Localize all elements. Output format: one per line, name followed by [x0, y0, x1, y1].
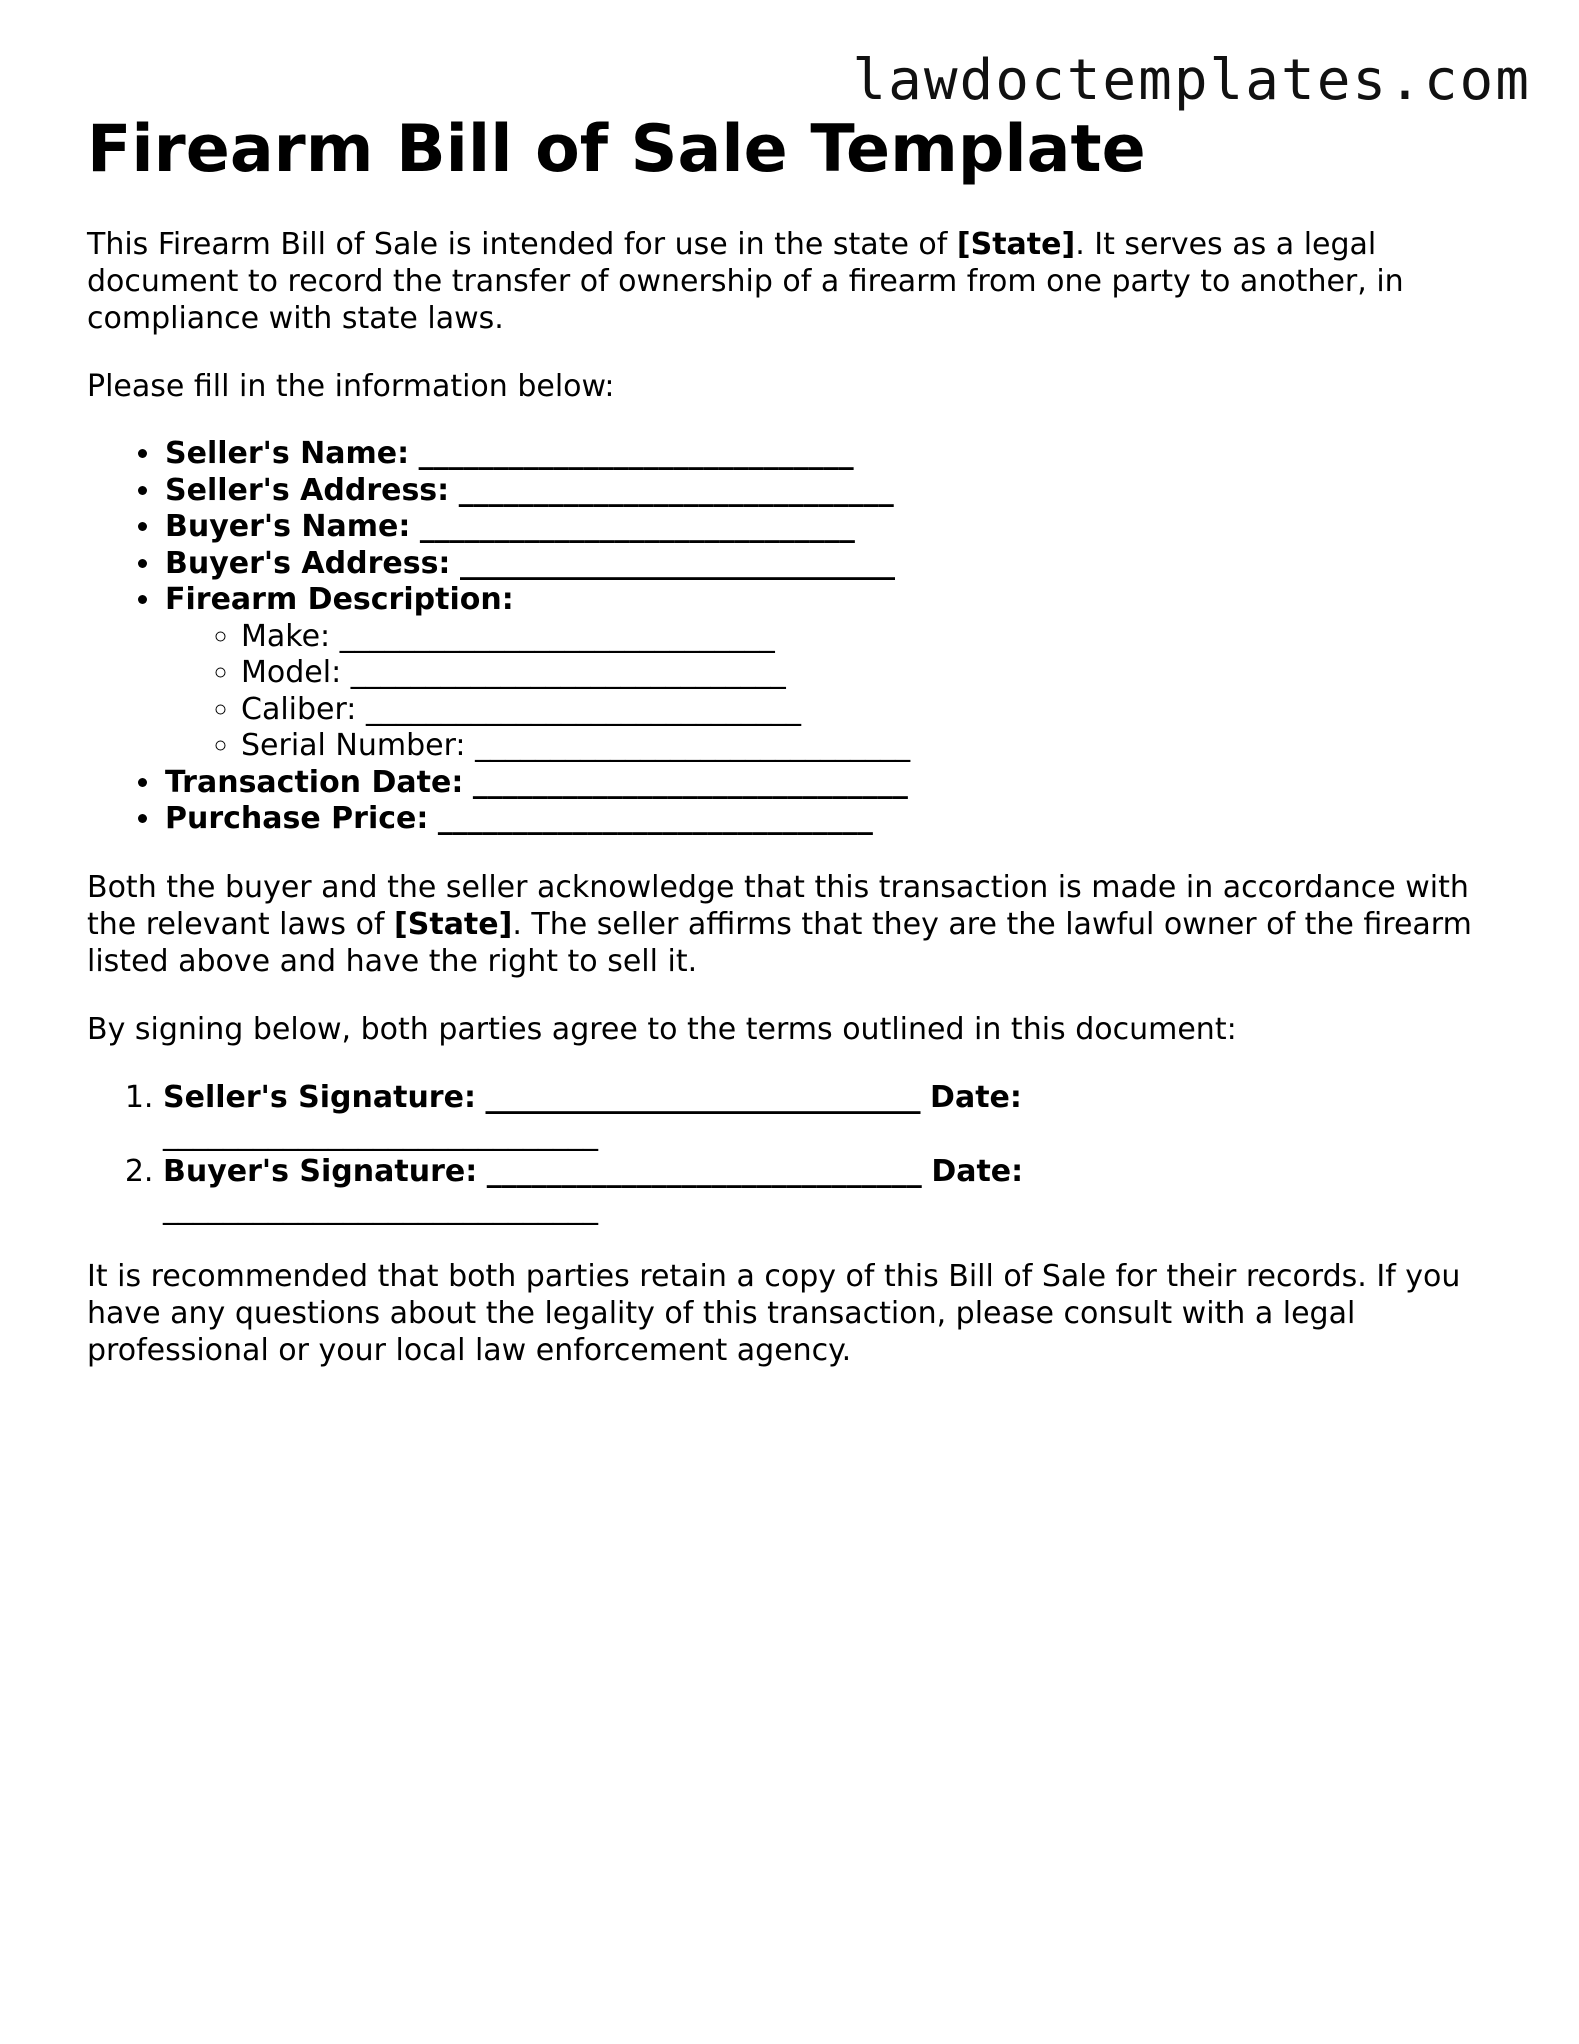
field-label: Seller's Address: [165, 472, 450, 508]
ack-text-start: Both the buyer and the seller acknowledge that this transaction is made in accordance with the relevant laws of [87, 869, 1469, 942]
blank-line: _____________________________ [339, 618, 775, 654]
blank-line: _____________________________ [472, 764, 908, 800]
field-model [241, 655, 1507, 692]
blank-line: _____________________________ [475, 728, 911, 763]
blank-line: _____________________________ [350, 655, 786, 690]
field-label: Make: [241, 618, 331, 654]
field-seller-name [163, 436, 1507, 473]
field-label: Buyer's Address: [165, 545, 451, 581]
field-transaction-date [163, 765, 1507, 802]
blank-line: _____________________________ [458, 472, 894, 508]
intro-text-end: . It serves as a legal document to record the transfer of ownership of a firearm from one party to another, in compliance with state laws. [87, 227, 1404, 336]
recommendation-paragraph: It is recommended that both parties retain a copy of this Bill of Sale for their records. If you have any questions about the legality of this transaction, please consult with a legal professional or your local law enforcement agency. [87, 1258, 1461, 1368]
field-firearm-description [163, 582, 1507, 765]
field-label: Model: [241, 655, 342, 690]
acknowledgement-paragraph [87, 869, 1507, 980]
blank-line: _____________________________ [485, 1079, 921, 1115]
blank-line: _____________________________ [418, 436, 854, 471]
field-purchase-price [163, 801, 1507, 838]
state-placeholder: [State] [956, 227, 1076, 262]
field-label: Firearm Description: [165, 582, 514, 617]
signature-list [87, 1079, 1507, 1227]
blank-line: _____________________________ [437, 801, 873, 836]
field-label: Purchase Price: [165, 801, 429, 836]
document-body [87, 110, 1507, 1369]
field-label: Transaction Date: [165, 764, 464, 800]
field-serial-number [241, 728, 1507, 765]
blank-line: _____________________________ [365, 691, 801, 727]
field-label: Caliber: [241, 691, 357, 727]
buyer-signature-line [163, 1153, 1163, 1227]
ack-text-end: . The seller affirms that they are the lawful owner of the firearm listed above and have the right to sell it. [87, 906, 1472, 979]
field-list [87, 436, 1507, 838]
field-caliber [241, 692, 1507, 729]
field-label: Buyer's Name: [165, 509, 411, 544]
state-placeholder: [State] [394, 906, 513, 942]
fill-instruction: Please fill in the information below: [87, 369, 615, 404]
date-label: Date: [931, 1153, 1024, 1189]
field-label: Seller's Name: [165, 436, 410, 471]
signature-label: Buyer's Signature: [163, 1153, 478, 1189]
firearm-detail-list [165, 619, 1507, 765]
blank-line: _____________________________ [163, 1116, 598, 1152]
blank-line: _____________________________ [419, 509, 855, 544]
signing-instruction: By signing below, both parties agree to the terms outlined in this document: [87, 1011, 1237, 1047]
intro-text-start: This Firearm Bill of Sale is intended for use in the state of [87, 227, 957, 262]
blank-line: _____________________________ [486, 1153, 922, 1189]
field-label: Serial Number: [241, 728, 466, 763]
field-make [241, 619, 1507, 656]
field-buyer-name [163, 509, 1507, 546]
date-label: Date: [930, 1079, 1022, 1115]
blank-line: _____________________________ [459, 545, 895, 581]
blank-line: _____________________________ [163, 1190, 598, 1226]
seller-signature-line [163, 1079, 1163, 1153]
site-watermark: lawdoctemplates.com [852, 48, 1531, 113]
field-buyer-address [163, 546, 1507, 583]
signature-label: Seller's Signature: [163, 1079, 476, 1115]
intro-paragraph [87, 226, 1507, 337]
document-title: Firearm Bill of Sale Template [87, 112, 1146, 187]
field-seller-address [163, 473, 1507, 510]
